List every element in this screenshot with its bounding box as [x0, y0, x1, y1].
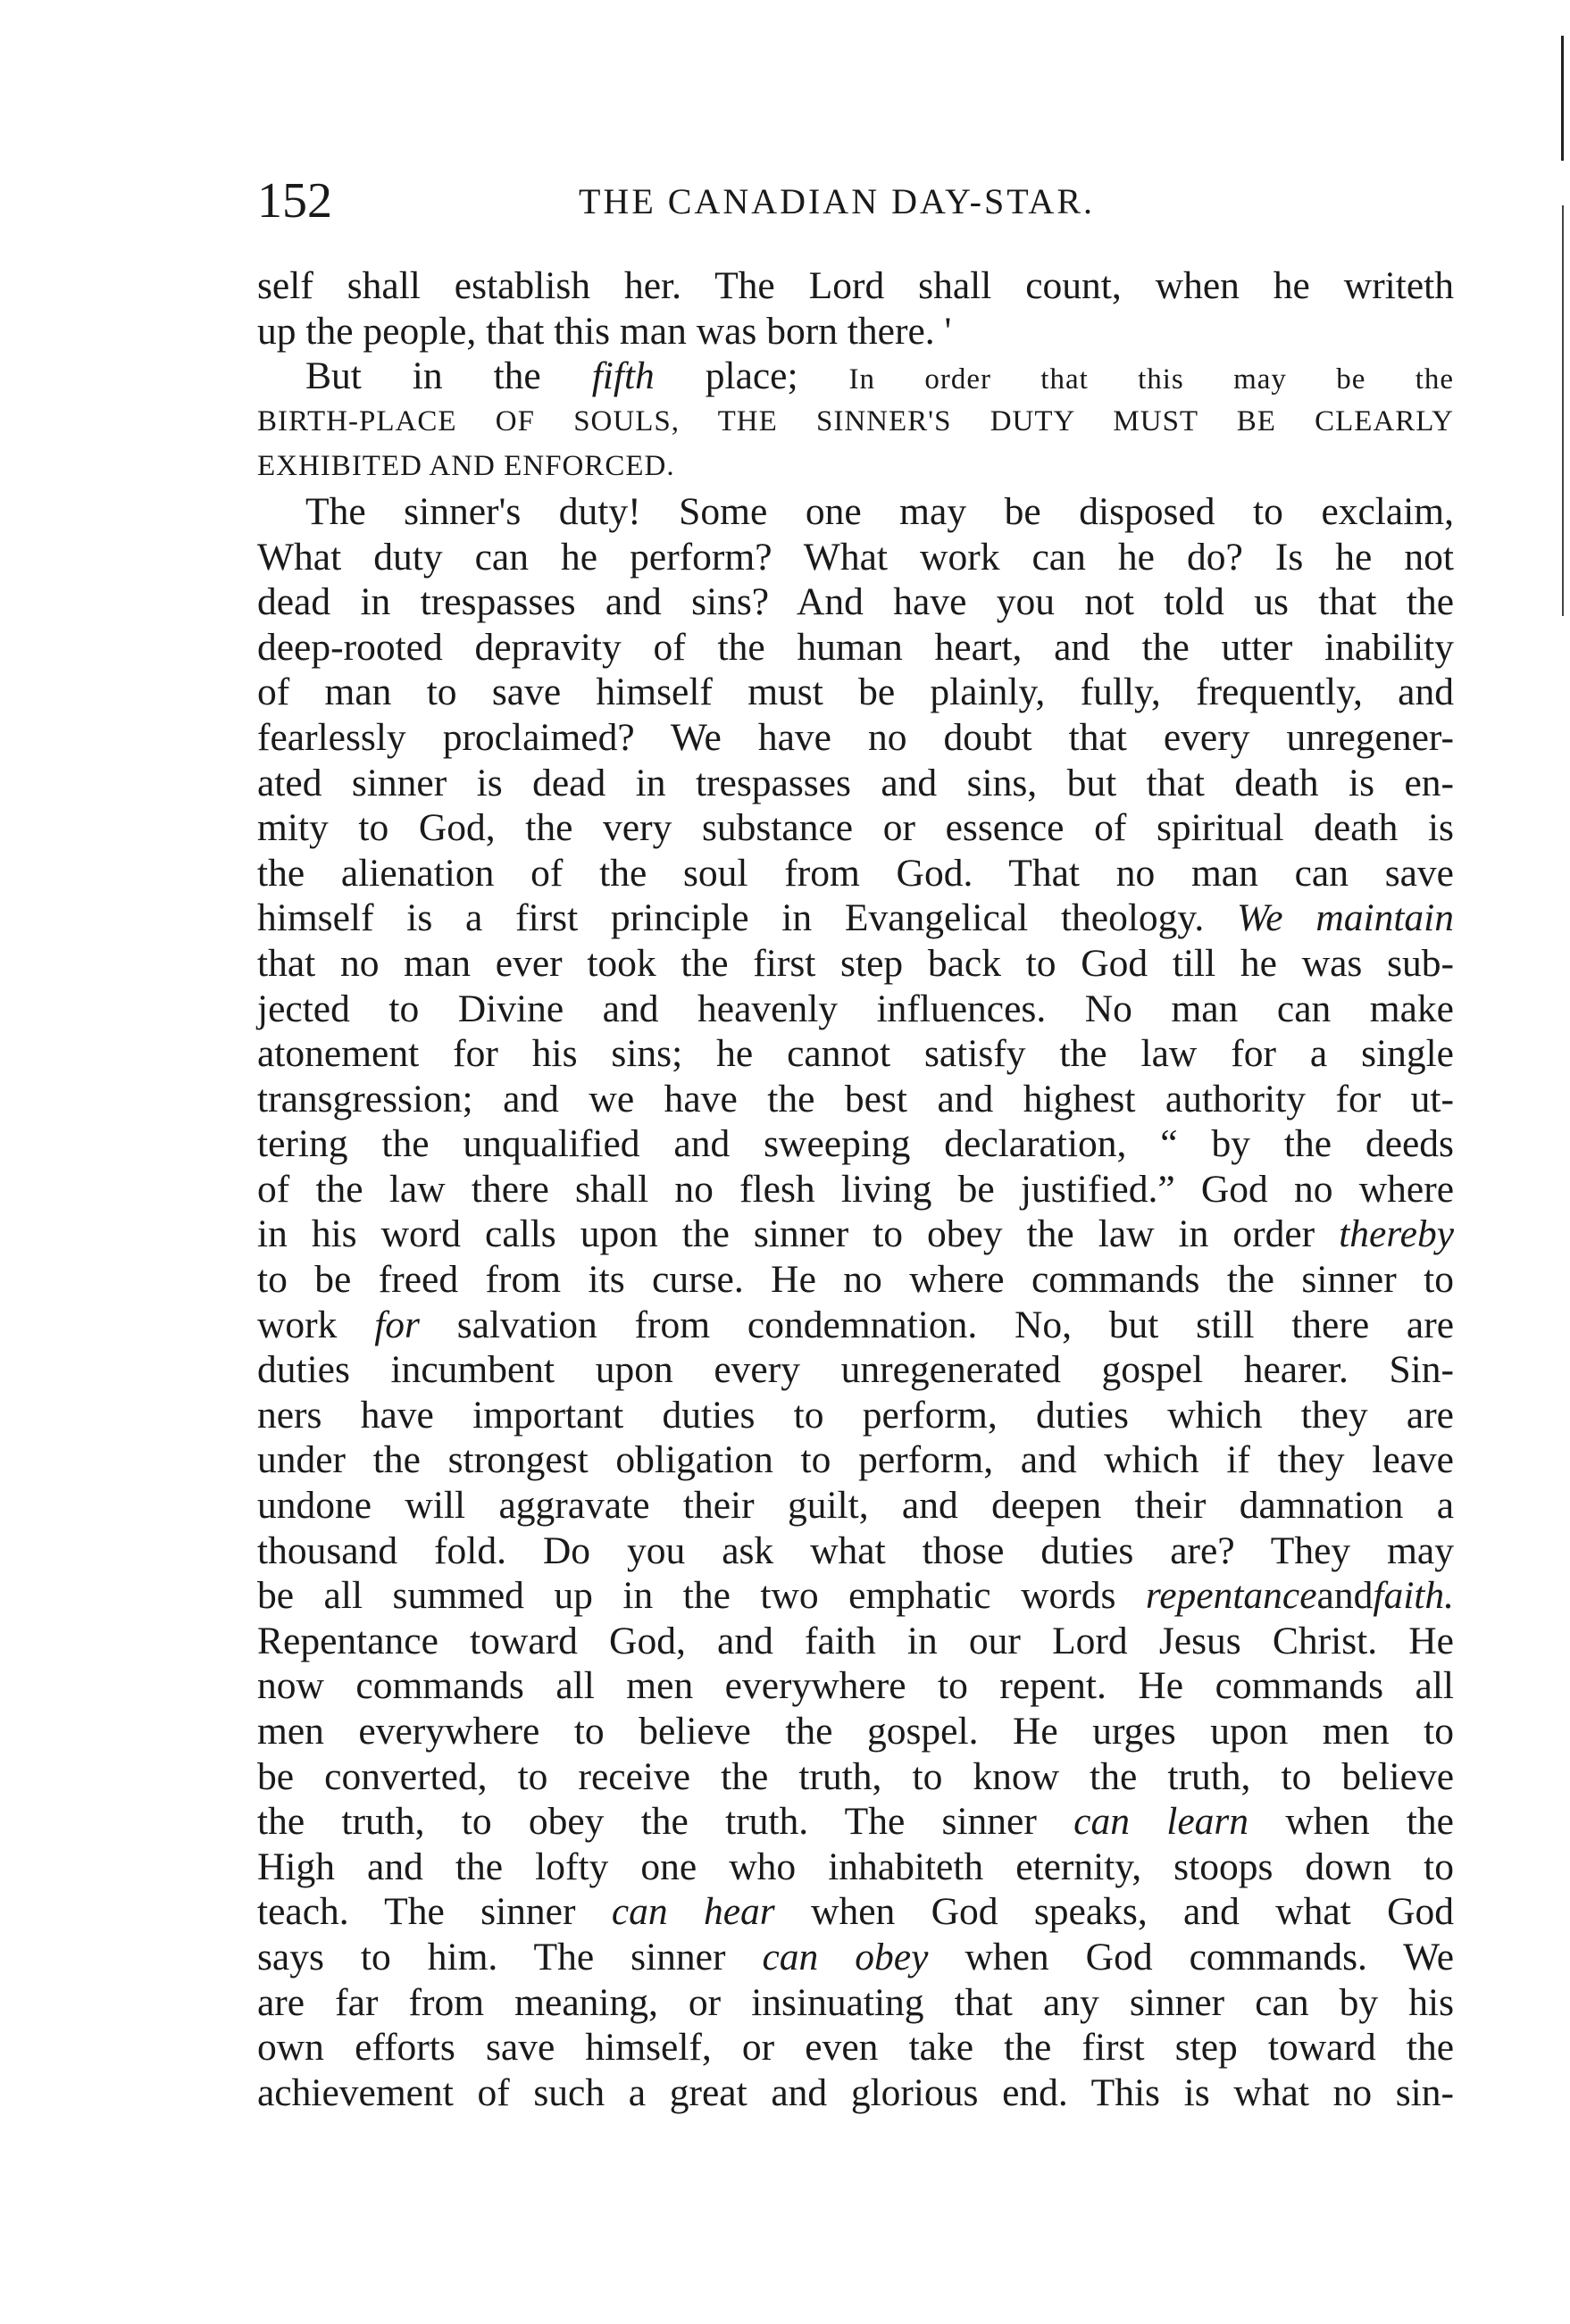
text-line: But in the fifth place; In order that this may be the: [305, 354, 1455, 398]
text-line: that no man ever took the first step back to God till he was sub-: [257, 941, 1454, 985]
text-line: be converted, to receive the truth, to know the truth, to believe: [257, 1754, 1454, 1798]
text-line: himself is a first principle in Evangelical theology. We maintain: [257, 896, 1454, 940]
text-line: fearlessly proclaimed? We have no doubt that every unregener-: [257, 715, 1454, 759]
text-line: EXHIBITED AND ENFORCED.: [257, 450, 675, 483]
text-line: now commands all men everywhere to repent. He commands all: [257, 1664, 1454, 1708]
body-text: [257, 263, 1454, 2115]
text-line: BIRTH-PLACE OF SOULS, THE SINNER'S DUTY MUST BE CLEARLY: [257, 404, 1454, 437]
text-line: of man to save himself must be plainly, fully, frequently, and: [257, 671, 1454, 714]
text-line: the truth, to obey the truth. The sinner can learn when the: [257, 1800, 1454, 1844]
text-line: up the people, that this man was born there. ': [257, 309, 952, 353]
text-line: dead in trespasses and sins? And have you not told us that the: [257, 580, 1454, 624]
text-line: men everywhere to believe the gospel. He urges upon men to: [257, 1710, 1454, 1753]
text-line: atonement for his sins; he cannot satisfy the law for a single: [257, 1032, 1454, 1076]
text-line: transgression; and we have the best and highest authority for ut-: [257, 1077, 1454, 1120]
running-head: THE CANADIAN DAY-STAR.: [579, 181, 1095, 221]
text-line: are far from meaning, or insinuating that any sinner can by his: [257, 1980, 1454, 2024]
text-line: to be freed from its curse. He no where commands the sinner to: [257, 1258, 1454, 1302]
text-line: Repentance toward God, and faith in our Lord Jesus Christ. He: [257, 1619, 1454, 1662]
text-line: the alienation of the soul from God. That no man can save: [257, 851, 1454, 895]
text-line: High and the lofty one who inhabiteth eternity, stoops down to: [257, 1845, 1454, 1888]
text-line: teach. The sinner can hear when God speaks, and what God: [257, 1890, 1455, 1934]
text-line: The sinner's duty! Some one may be disposed to exclaim,: [305, 489, 1454, 533]
text-line: achievement of such a great and glorious end. This is what no sin-: [257, 2070, 1454, 2114]
page-header: [257, 170, 1490, 232]
text-line: in his word calls upon the sinner to obey the law in order thereby: [257, 1212, 1455, 1256]
page-number: 152: [257, 173, 332, 229]
text-line: own efforts save himself, or even take the first step toward the: [257, 2026, 1454, 2070]
text-line: work for salvation from condemnation. No, but still there are: [257, 1303, 1454, 1346]
scan-edge-line: [1562, 205, 1564, 616]
text-line: tering the unqualified and sweeping declaration, “ by the deeds: [257, 1122, 1454, 1166]
text-line: ners have important duties to perform, duties which they are: [257, 1393, 1454, 1437]
text-line: self shall establish her. The Lord shall count, when he writeth: [257, 264, 1454, 307]
text-line: ated sinner is dead in trespasses and sins, but that death is en-: [257, 761, 1454, 804]
text-line: undone will aggravate their guilt, and deepen their damnation a: [257, 1484, 1454, 1528]
text-line: be all summed up in the two emphatic words repentanceandfaith.: [257, 1574, 1454, 1618]
text-line: under the strongest obligation to perform, and which if they leave: [257, 1438, 1454, 1482]
text-line: deep-rooted depravity of the human heart, and the utter inability: [257, 625, 1454, 669]
text-line: jected to Divine and heavenly influences. No man can make: [257, 987, 1454, 1030]
text-line: of the law there shall no flesh living be justified.” God no where: [257, 1167, 1454, 1211]
text-line: thousand fold. Do you ask what those duties are? They may: [257, 1529, 1454, 1572]
scan-edge-line: [1561, 36, 1564, 161]
text-line: What duty can he perform? What work can he do? Is he not: [257, 535, 1454, 579]
text-line: mity to God, the very substance or essence of spiritual death is: [257, 806, 1454, 850]
text-line: duties incumbent upon every unregenerated gospel hearer. Sin-: [257, 1348, 1454, 1392]
text-line: says to him. The sinner can obey when God commands. We: [257, 1935, 1455, 1978]
